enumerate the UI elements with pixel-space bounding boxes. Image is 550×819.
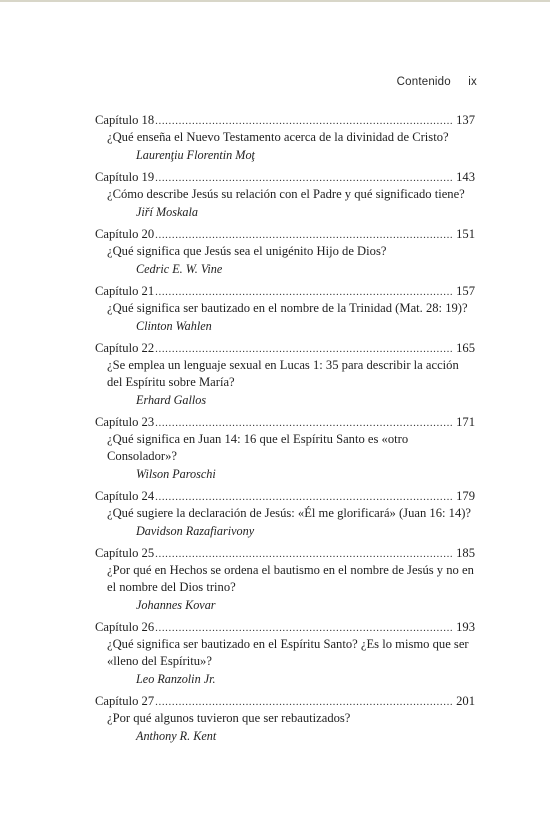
chapter-label: Capítulo 27 [95, 694, 155, 708]
chapter-line[interactable] [95, 693, 475, 710]
chapter-page-number: 201 [456, 694, 475, 708]
chapter-page-number: 143 [456, 170, 475, 184]
chapter-page-number: 137 [456, 113, 475, 127]
dot-leader [155, 341, 453, 358]
chapter-label: Capítulo 26 [95, 620, 155, 634]
chapter-author: Leo Ranzolin Jr. [136, 672, 216, 686]
dot-leader [155, 546, 453, 563]
chapter-line[interactable] [95, 283, 475, 300]
chapter-author: Wilson Paroschi [136, 467, 216, 481]
chapter-author: Anthony R. Kent [136, 729, 217, 743]
chapter-label: Capítulo 23 [95, 415, 155, 429]
chapter-line[interactable] [95, 414, 475, 431]
running-header [397, 76, 477, 88]
chapter-label: Capítulo 22 [95, 341, 155, 355]
chapter-author: Johannes Kovar [136, 598, 216, 612]
chapter-question: ¿Qué significa ser bautizado en el Espíritu Santo? ¿Es lo mismo que ser «lleno del Espíritu»? [107, 637, 469, 668]
chapter-page-number: 179 [456, 489, 475, 503]
dot-leader [155, 170, 453, 187]
chapter-page-number: 171 [456, 415, 475, 429]
chapter-label: Capítulo 19 [95, 170, 155, 184]
chapter-page-number: 193 [456, 620, 475, 634]
chapter-question: ¿Cómo describe Jesús su relación con el Padre y qué significado tiene? [107, 187, 465, 201]
dot-leader [155, 415, 453, 432]
dot-leader [155, 694, 453, 711]
chapter-label: Capítulo 18 [95, 113, 155, 127]
page-number: ix [468, 76, 477, 88]
chapter-label: Capítulo 21 [95, 284, 155, 298]
chapter-question: ¿Qué significa ser bautizado en el nombre de la Trinidad (Mat. 28: 19)? [107, 301, 468, 315]
chapter-line[interactable] [95, 545, 475, 562]
chapter-line[interactable] [95, 488, 475, 505]
toc-entry [95, 545, 475, 614]
chapter-label: Capítulo 25 [95, 546, 155, 560]
toc-entry [95, 414, 475, 483]
chapter-question: ¿Por qué en Hechos se ordena el bautismo en el nombre de Jesús y no en el nombre del Dios trino? [107, 563, 474, 594]
chapter-question: ¿Qué significa que Jesús sea el unigénito Hijo de Dios? [107, 244, 387, 258]
dot-leader [155, 227, 453, 244]
chapter-line[interactable] [95, 112, 475, 129]
table-of-contents [95, 112, 475, 750]
chapter-question: ¿Se emplea un lenguaje sexual en Lucas 1: 35 para describir la acción del Espíritu sobre María? [107, 358, 459, 389]
dot-leader [155, 113, 453, 130]
chapter-author: Clinton Wahlen [136, 319, 212, 333]
chapter-author: Laurenţiu Florentin Moţ [136, 148, 255, 162]
chapter-label: Capítulo 20 [95, 227, 155, 241]
top-rule [0, 0, 550, 2]
chapter-author: Erhard Gallos [136, 393, 207, 407]
section-title: Contenido [396, 76, 451, 88]
chapter-author: Cedric E. W. Vine [136, 262, 223, 276]
chapter-question: ¿Qué sugiere la declaración de Jesús: «Él me glorificará» (Juan 16: 14)? [107, 506, 472, 520]
toc-entry [95, 169, 475, 221]
dot-leader [155, 489, 453, 506]
chapter-line[interactable] [95, 340, 475, 357]
chapter-page-number: 185 [456, 546, 475, 560]
chapter-question: ¿Qué significa en Juan 14: 16 que el Espíritu Santo es «otro Consolador»? [107, 432, 409, 463]
toc-entry [95, 340, 475, 409]
toc-entry [95, 283, 475, 335]
chapter-question: ¿Qué enseña el Nuevo Testamento acerca de la divinidad de Cristo? [107, 130, 449, 144]
chapter-question: ¿Por qué algunos tuvieron que ser rebautizados? [107, 711, 351, 725]
chapter-author: Davidson Razafiarivony [136, 524, 255, 538]
toc-entry [95, 488, 475, 540]
toc-entry [95, 226, 475, 278]
chapter-line[interactable] [95, 169, 475, 186]
toc-entry [95, 619, 475, 688]
chapter-line[interactable] [95, 226, 475, 243]
chapter-line[interactable] [95, 619, 475, 636]
toc-entry [95, 112, 475, 164]
toc-entry [95, 693, 475, 745]
chapter-page-number: 165 [456, 341, 475, 355]
chapter-page-number: 157 [456, 284, 475, 298]
dot-leader [155, 620, 453, 637]
chapter-page-number: 151 [456, 227, 475, 241]
chapter-author: Jiří Moskala [136, 205, 198, 219]
dot-leader [155, 284, 453, 301]
chapter-label: Capítulo 24 [95, 489, 155, 503]
